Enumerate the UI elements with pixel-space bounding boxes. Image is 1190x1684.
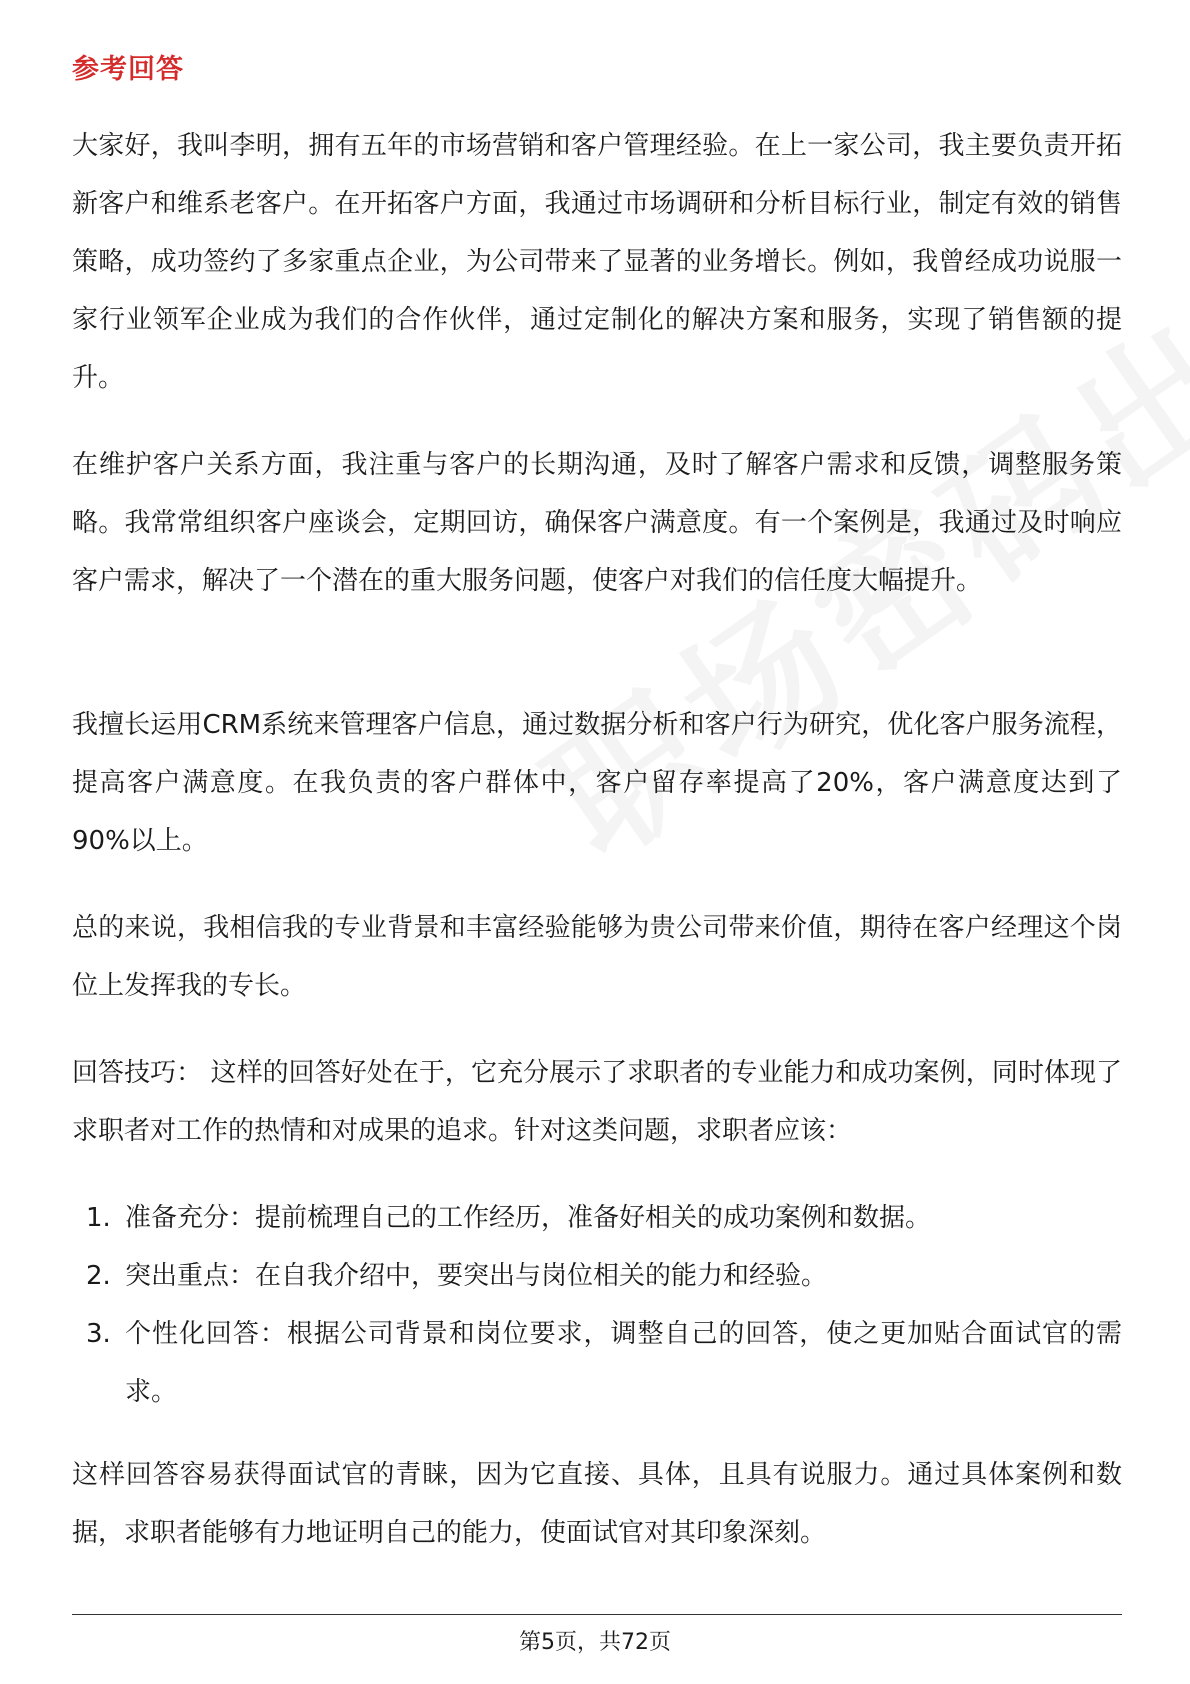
paragraph-tips-intro: 回答技巧： 这样的回答好处在于，它充分展示了求职者的专业能力和成功案例，同时体现了求职者对工作的热情和对成果的追求。针对这类问题，求职者应该： [72, 1058, 1122, 1146]
paragraph-summary: 总的来说，我相信我的专业背景和丰富经验能够为贵公司带来价值，期待在客户经理这个岗位上发挥我的专长。 [72, 913, 1122, 1001]
section-heading: 参考回答 [72, 54, 184, 85]
paragraph-introduction: 大家好，我叫李明，拥有五年的市场营销和客户管理经验。在上一家公司，我主要负责开拓新客户和维系老客户。在开拓客户方面，我通过市场调研和分析目标行业，制定有效的销售策略，成功签约了多家重点企业，为公司带来了显著的业务增长。例如，我曾经成功说服一家行业领军企业成为我们的合作伙伴，通过定制化的解决方案和服务，实现了销售额的提升。 [72, 131, 1122, 393]
footer-divider [72, 1614, 1122, 1615]
tips-list [72, 1189, 1122, 1421]
list-item [72, 1189, 1122, 1247]
list-item [72, 1305, 1122, 1421]
list-number: 2. [86, 1261, 111, 1291]
list-item-text: 准备充分：提前梳理自己的工作经历，准备好相关的成功案例和数据。 [125, 1203, 932, 1233]
paragraph-client-relations: 在维护客户关系方面，我注重与客户的长期沟通，及时了解客户需求和反馈，调整服务策略。我常常组织客户座谈会，定期回访，确保客户满意度。有一个案例是，我通过及时响应客户需求，解决了一个潜在的重大服务问题，使客户对我们的信任度大幅提升。 [72, 450, 1122, 596]
list-number: 1. [86, 1203, 111, 1233]
list-number: 3. [86, 1319, 111, 1349]
page-number: 第5页，共72页 [519, 1630, 671, 1655]
list-item-text: 个性化回答：根据公司背景和岗位要求，调整自己的回答，使之更加贴合面试官的需求。 [125, 1319, 1122, 1407]
paragraph-crm: 我擅长运用CRM系统来管理客户信息，通过数据分析和客户行为研究，优化客户服务流程，提高客户满意度。在我负责的客户群体中，客户留存率提高了20%，客户满意度达到了90%以上。 [72, 710, 1122, 856]
paragraph-conclusion: 这样回答容易获得面试官的青睐，因为它直接、具体，且具有说服力。通过具体案例和数据，求职者能够有力地证明自己的能力，使面试官对其印象深刻。 [72, 1460, 1122, 1548]
list-item [72, 1247, 1122, 1305]
list-item-text: 突出重点：在自我介绍中，要突出与岗位相关的能力和经验。 [125, 1261, 828, 1291]
